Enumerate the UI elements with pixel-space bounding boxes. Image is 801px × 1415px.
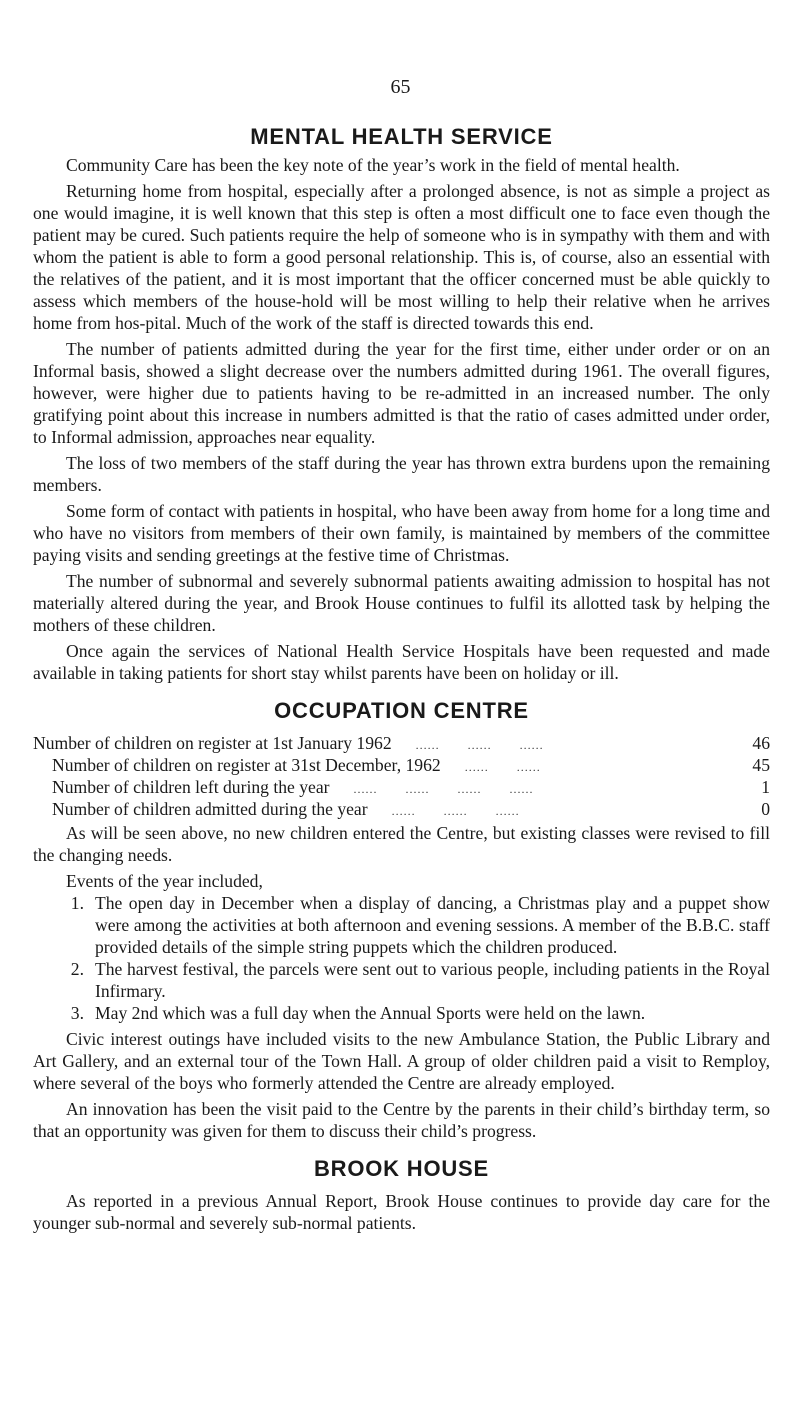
stat-row	[33, 798, 770, 820]
stat-label: Number of children left during the year	[52, 777, 330, 797]
list-item	[33, 1002, 770, 1024]
stat-label: Number of children on register at 31st December, 1962	[52, 755, 441, 775]
leader-dots: ...... ......	[464, 760, 541, 774]
occupation-paragraph: Civic interest outings have included visits to the new Ambulance Station, the Public Library and Art Gallery, and an external tour of the Town Hall. A group of older children paid a visit to Remploy, where several of the boys who formerly attended the Centre are already employed.	[33, 1029, 770, 1093]
mental-health-paragraph: Some form of contact with patients in hospital, who have been away from home for a long time and who have no visitors from members of their own family, is maintained by members of the committee paying visits and sending greetings at the festive time of Christmas.	[33, 501, 770, 565]
mental-health-paragraph: The loss of two members of the staff during the year has thrown extra burdens upon the remaining members.	[33, 453, 770, 495]
stat-label: Number of children on register at 1st January 1962	[33, 733, 392, 753]
events-intro: Events of the year included,	[66, 871, 263, 891]
stat-value: 45	[752, 755, 770, 775]
leader-dots: ...... ...... ......	[391, 804, 520, 818]
stat-row	[33, 754, 770, 776]
stat-row	[33, 776, 770, 798]
mental-health-paragraph: Community Care has been the key note of the year’s work in the field of mental health.	[66, 155, 680, 175]
mental-health-paragraph: The number of subnormal and severely subnormal patients awaiting admission to hospital has not materially altered during the year, and Brook House continues to fulfil its allotted task by helping the mothers of these children.	[33, 571, 770, 635]
mental-health-paragraph: Returning home from hospital, especially after a prolonged absence, is not as simple a project as one would imagine, it is well known that this step is often a most difficult one to face even though the patient may be cured. Such patients require the help of someone who is in sympathy with them and with whom the patient is able to form a good personal relationship. This is, of course, also an essential with the relatives of the patient, and it is most important that the officer concerned must be able quickly to assess which members of the house-hold will be most willing to help their relative when he arrives home from hos-pital. Much of the work of the staff is directed towards this end.	[33, 181, 770, 333]
brook-house-heading: BROOK HOUSE	[313, 1156, 490, 1181]
occupation-centre-heading: OCCUPATION CENTRE	[274, 698, 529, 723]
stat-value: 46	[752, 733, 770, 753]
occupation-paragraph: As will be seen above, no new children entered the Centre, but existing classes were revised to fill the changing needs.	[33, 823, 770, 865]
mental-health-heading: MENTAL HEALTH SERVICE	[250, 124, 553, 149]
stat-value: 1	[761, 777, 770, 797]
list-item	[33, 958, 770, 1002]
brook-house-paragraph: As reported in a previous Annual Report, Brook House continues to provide day care for the younger sub-normal and severely sub-normal patients.	[33, 1191, 770, 1233]
leader-dots: ...... ...... ...... ......	[353, 782, 534, 796]
list-item-number: 2.	[70, 959, 84, 979]
stat-row	[33, 732, 770, 754]
mental-health-paragraph: The number of patients admitted during the year for the first time, either under order or on an Informal basis, showed a slight decrease over the numbers admitted during 1961. The overall figures, however, were higher due to patients having to be re-admitted in an increased number. The only gratifying point about this increase in numbers admitted is that the ratio of cases admitted under order, to Informal admission, approaches near equality.	[33, 339, 770, 447]
list-item-text: The open day in December when a display of dancing, a Christmas play and a puppet show were among the activities at both afternoon and evening sessions. A member of the B.B.C. staff provided details of the simple string puppets which the children produced.	[95, 893, 770, 957]
list-item-number: 3.	[70, 1003, 84, 1023]
list-item-text: May 2nd which was a full day when the Annual Sports were held on the lawn.	[95, 1003, 646, 1023]
stat-label: Number of children admitted during the year	[52, 799, 368, 819]
occupation-paragraph: An innovation has been the visit paid to the Centre by the parents in their child’s birthday term, so that an opportunity was given for them to discuss their child’s progress.	[33, 1099, 770, 1141]
page-number: 65	[390, 76, 411, 98]
list-item	[33, 892, 770, 958]
mental-health-paragraph: Once again the services of National Health Service Hospitals have been requested and made available in taking patients for short stay whilst parents have been on holiday or ill.	[33, 641, 770, 683]
occupation-statistics	[33, 732, 770, 820]
list-item-text: The harvest festival, the parcels were sent out to various people, including patients in the Royal Infirmary.	[95, 959, 770, 1001]
list-item-number: 1.	[70, 893, 84, 913]
events-list	[33, 892, 770, 1024]
document-page	[33, 76, 770, 1238]
leader-dots: ...... ...... ......	[415, 738, 544, 752]
stat-value: 0	[761, 799, 770, 819]
